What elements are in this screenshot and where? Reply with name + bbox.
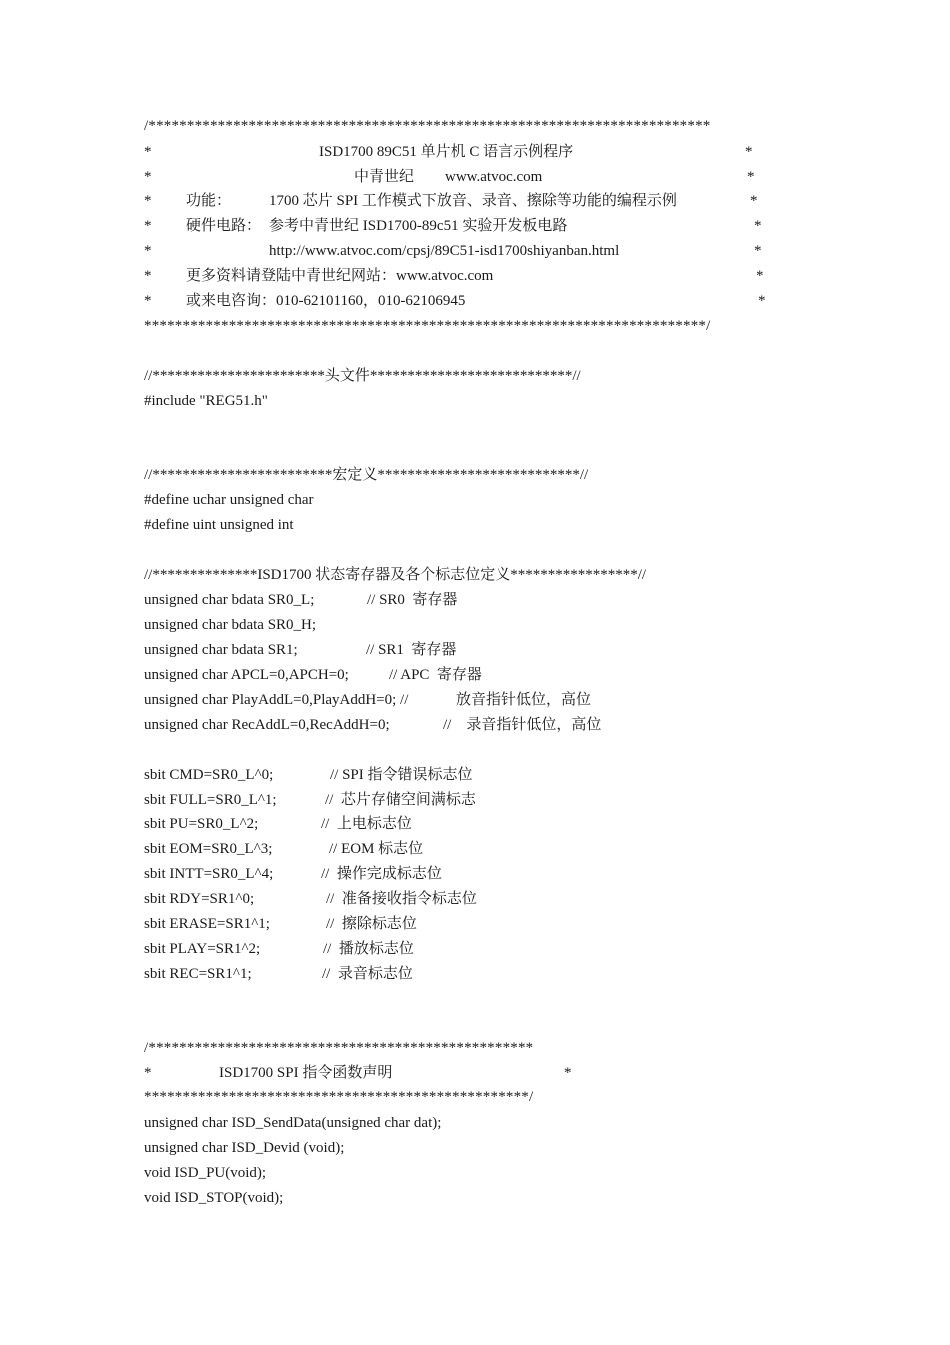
header-function-text: 1700 芯片 SPI 工作模式下放音、录音、擦除等功能的编程示例 [269,193,677,209]
register-code: unsigned char RecAddL=0,RecAddH=0; [144,717,390,733]
macro-comment: //************************宏定义***************************// [144,467,589,483]
register-comment: //**************ISD1700 状态寄存器及各个标志位定义*****************// [144,567,647,583]
header-star: * [745,144,753,160]
sbit-code: sbit EOM=SR0_L^3; [144,841,273,857]
header-star: * [144,193,152,209]
header-star: * [144,293,152,309]
sbit-comment: // 操作完成标志位 [321,866,442,882]
spi-star: * [564,1065,572,1081]
function-declaration: unsigned char ISD_Devid (void); [144,1140,345,1156]
sbit-code: sbit RDY=SR1^0; [144,891,255,907]
register-code: unsigned char bdata SR0_L; [144,592,315,608]
sbit-code: sbit FULL=SR0_L^1; [144,792,277,808]
header-more-info: 更多资料请登陆中青世纪网站：www.atvoc.com [186,268,494,284]
header-star: * [144,268,152,284]
register-code: unsigned char PlayAddL=0,PlayAddH=0; // [144,692,409,708]
spi-top-stars: /************************************************** [144,1040,534,1056]
include-line: #include "REG51.h" [144,393,268,409]
header-phone: 或来电咨询：010-62101160，010-62106945 [186,293,466,309]
spi-title: ISD1700 SPI 指令函数声明 [219,1065,393,1081]
header-company: 中青世纪 [354,169,415,185]
function-declaration: void ISD_PU(void); [144,1165,267,1181]
header-title: ISD1700 89C51 单片机 C 语言示例程序 [319,144,574,160]
register-line-comment: // APC 寄存器 [389,667,482,683]
register-code: unsigned char APCL=0,APCH=0; [144,667,349,683]
sbit-code: sbit PU=SR0_L^2; [144,816,259,832]
sbit-code: sbit PLAY=SR1^2; [144,941,261,957]
header-function-label: 功能： [186,193,232,209]
sbit-comment: // EOM 标志位 [329,841,424,857]
spi-bottom-stars: **************************************************/ [144,1089,534,1105]
sbit-code: sbit CMD=SR0_L^0; [144,767,274,783]
sbit-code: sbit ERASE=SR1^1; [144,916,270,932]
sbit-comment: // 录音标志位 [322,966,413,982]
define-uchar-line: #define uchar unsigned char [144,492,314,508]
header-star: * [756,268,764,284]
register-code: unsigned char bdata SR0_H; [144,617,317,633]
header-star: * [754,218,762,234]
sbit-comment: // 擦除标志位 [326,916,417,932]
function-declaration: void ISD_STOP(void); [144,1190,284,1206]
header-star: * [144,218,152,234]
define-uint-line: #define uint unsigned int [144,517,294,533]
header-top-stars: /************************************************************************* [144,118,711,134]
register-line-comment: // 录音指针低位，高位 [443,717,602,733]
header-star: * [758,293,766,309]
sbit-code: sbit REC=SR1^1; [144,966,252,982]
header-bottom-stars: *************************************************************************/ [144,318,711,334]
header-star: * [144,243,152,259]
sbit-comment: // 准备接收指令标志位 [326,891,477,907]
header-star: * [144,144,152,160]
register-line-comment: 放音指针低位，高位 [456,692,592,708]
header-star: * [144,169,152,185]
header-star: * [747,169,755,185]
register-line-comment: // SR1 寄存器 [366,642,457,658]
register-line-comment: // SR0 寄存器 [367,592,458,608]
header-hardware-label: 硬件电路： [186,218,262,234]
header-hardware-text: 参考中青世纪 ISD1700-89c51 实验开发板电路 [269,218,568,234]
sbit-comment: // SPI 指令错误标志位 [330,767,473,783]
sbit-comment: // 上电标志位 [321,816,412,832]
register-code: unsigned char bdata SR1; [144,642,298,658]
header-star: * [754,243,762,259]
header-hardware-url: http://www.atvoc.com/cpsj/89C51-isd1700shiyanban.html [269,243,620,259]
sbit-comment: // 芯片存储空间满标志 [325,792,476,808]
spi-star: * [144,1065,152,1081]
header-star: * [750,193,758,209]
function-declaration: unsigned char ISD_SendData(unsigned char dat); [144,1115,442,1131]
header-file-comment: //***********************头文件***************************// [144,368,581,384]
header-website: www.atvoc.com [445,169,543,185]
sbit-comment: // 播放标志位 [323,941,414,957]
sbit-code: sbit INTT=SR0_L^4; [144,866,274,882]
